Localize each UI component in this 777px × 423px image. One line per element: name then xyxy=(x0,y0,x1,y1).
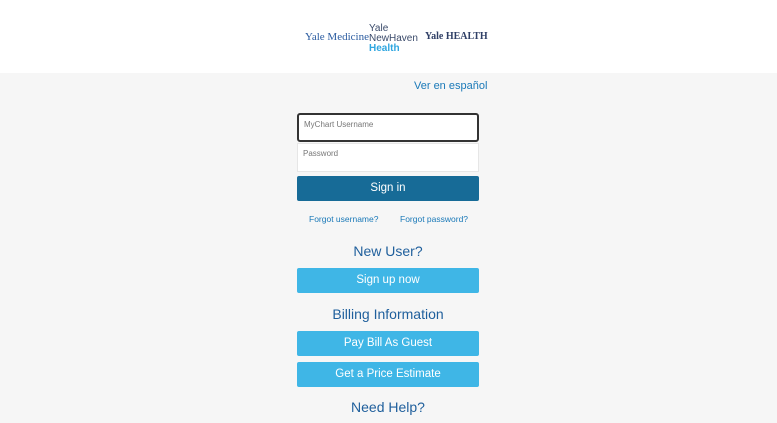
logo-line: Yale xyxy=(369,23,389,34)
yale-medicine-logo: Yale Medicine xyxy=(305,31,369,43)
username-field[interactable] xyxy=(297,113,479,142)
sign-in-button[interactable]: Sign in xyxy=(297,176,479,201)
need-help-heading: Need Help? xyxy=(351,399,425,415)
password-label: Password xyxy=(303,149,339,158)
ynhh-logo xyxy=(369,24,418,54)
logo-line: Health xyxy=(369,43,400,54)
password-input[interactable] xyxy=(303,155,477,168)
price-estimate-button[interactable]: Get a Price Estimate xyxy=(297,362,479,387)
username-input[interactable] xyxy=(304,124,478,137)
yale-health-logo: Yale HEALTH xyxy=(425,31,488,42)
logo-line: NewHaven xyxy=(369,33,418,44)
forgot-username-link[interactable]: Forgot username? xyxy=(309,214,379,224)
billing-heading: Billing Information xyxy=(332,306,444,322)
forgot-password-link[interactable]: Forgot password? xyxy=(400,214,469,224)
username-label: MyChart Username xyxy=(304,120,374,129)
new-user-heading: New User? xyxy=(353,243,423,259)
pay-bill-guest-button[interactable]: Pay Bill As Guest xyxy=(297,331,479,356)
sign-up-button[interactable]: Sign up now xyxy=(297,268,479,293)
spanish-link[interactable]: Ver en español xyxy=(414,80,488,92)
header xyxy=(0,0,777,73)
password-field[interactable] xyxy=(297,143,479,172)
